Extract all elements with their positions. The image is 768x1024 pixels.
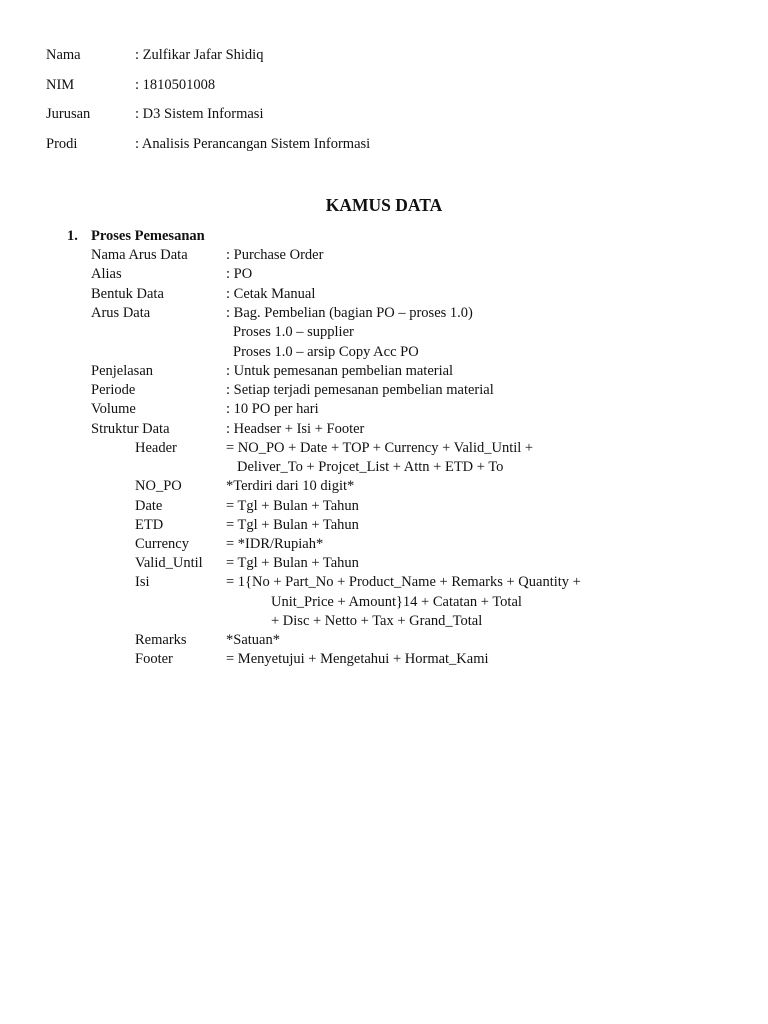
field-label: Bentuk Data bbox=[91, 286, 164, 302]
structure-label: Valid_Until bbox=[135, 555, 203, 571]
identity-label-nim: NIM bbox=[46, 77, 75, 93]
structure-value-continuation: Deliver_To + Projcet_List + Attn + ETD + To bbox=[237, 459, 504, 475]
structure-value: = Tgl + Bulan + Tahun bbox=[226, 555, 359, 571]
field-label: Penjelasan bbox=[91, 363, 154, 379]
field-label: Volume bbox=[91, 401, 136, 417]
field-value-continuation: Proses 1.0 – arsip Copy Acc PO bbox=[233, 344, 419, 360]
structure-value: *Satuan* bbox=[226, 632, 280, 648]
identity-value-prodi: : Analisis Perancangan Sistem Informasi bbox=[135, 136, 371, 152]
identity-value-jurusan: : D3 Sistem Informasi bbox=[135, 106, 264, 122]
page-title: KAMUS DATA bbox=[325, 195, 443, 215]
identity-value-nim: : 1810501008 bbox=[135, 77, 216, 93]
structure-label: Footer bbox=[135, 651, 173, 667]
identity-label-prodi: Prodi bbox=[46, 136, 78, 152]
field-value: : Purchase Order bbox=[226, 247, 324, 263]
section-number: 1. bbox=[67, 228, 78, 244]
structure-label: NO_PO bbox=[135, 478, 182, 494]
structure-label: Isi bbox=[135, 574, 150, 590]
structure-label: Date bbox=[135, 498, 163, 514]
structure-value: = NO_PO + Date + TOP + Currency + Valid_Until + bbox=[226, 440, 534, 456]
field-label: Arus Data bbox=[91, 305, 151, 321]
structure-value: = *IDR/Rupiah* bbox=[226, 536, 324, 552]
structure-value: = Tgl + Bulan + Tahun bbox=[226, 498, 359, 514]
structure-value: = Tgl + Bulan + Tahun bbox=[226, 517, 359, 533]
structure-label: ETD bbox=[135, 517, 164, 533]
field-label: Alias bbox=[91, 266, 122, 282]
field-value: : Cetak Manual bbox=[226, 286, 316, 302]
structure-value-continuation: + Disc + Netto + Tax + Grand_Total bbox=[271, 613, 483, 629]
field-label: Struktur Data bbox=[91, 421, 170, 437]
field-label: Nama Arus Data bbox=[91, 247, 188, 263]
identity-value-nama: : Zulfikar Jafar Shidiq bbox=[135, 47, 264, 63]
field-value-continuation: Proses 1.0 – supplier bbox=[233, 324, 354, 340]
field-value: : PO bbox=[226, 266, 253, 282]
field-value: : Bag. Pembelian (bagian PO – proses 1.0) bbox=[226, 305, 473, 321]
structure-label: Header bbox=[135, 440, 177, 456]
structure-label: Remarks bbox=[135, 632, 187, 648]
structure-value-continuation: Unit_Price + Amount}14 + Catatan + Total bbox=[271, 594, 522, 610]
section-heading: Proses Pemesanan bbox=[91, 228, 205, 244]
identity-label-nama: Nama bbox=[46, 47, 81, 63]
field-value: : Headser + Isi + Footer bbox=[226, 421, 365, 437]
field-value: : Setiap terjadi pemesanan pembelian material bbox=[226, 382, 494, 398]
field-label: Periode bbox=[91, 382, 136, 398]
structure-value: = Menyetujui + Mengetahui + Hormat_Kami bbox=[226, 651, 489, 667]
identity-label-jurusan: Jurusan bbox=[46, 106, 91, 122]
structure-label: Currency bbox=[135, 536, 189, 552]
field-value: : 10 PO per hari bbox=[226, 401, 319, 417]
structure-value: = 1{No + Part_No + Product_Name + Remarks + Quantity + bbox=[226, 574, 581, 590]
structure-value: *Terdiri dari 10 digit* bbox=[226, 478, 355, 494]
field-value: : Untuk pemesanan pembelian material bbox=[226, 363, 454, 379]
